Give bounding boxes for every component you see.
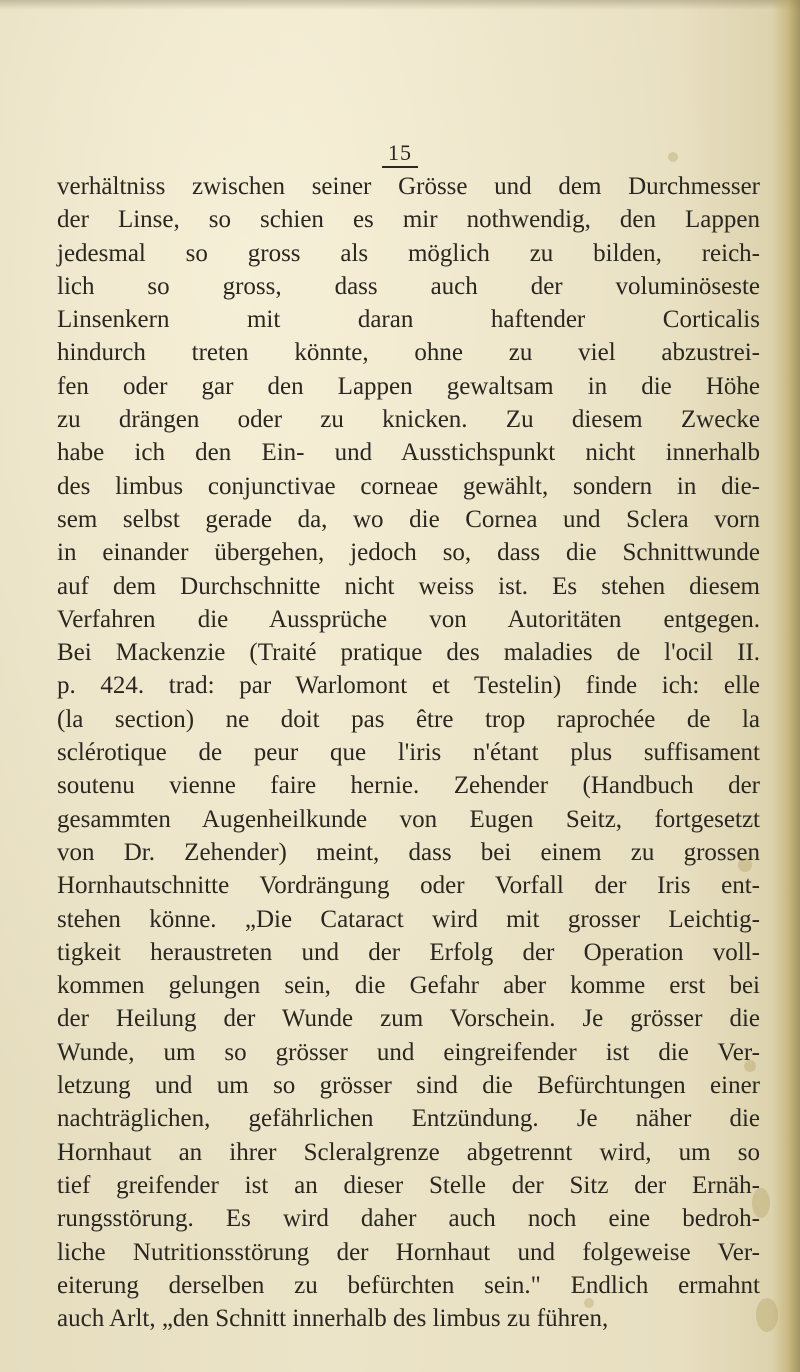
text-line: tigkeit heraustreten und der Erfolg der Operation voll- [57, 938, 760, 966]
text-line: verhältniss zwischen seiner Grösse und dem Durchmesser [57, 173, 760, 200]
text-line: letzung und um so grösser sind die Befürchtungen einer [57, 1072, 760, 1100]
text-line: kommen gelungen sein, die Gefahr aber komme erst bei [57, 972, 760, 1000]
text-line: Hornhautschnitte Vordrängung oder Vorfall der Iris ent- [57, 872, 760, 900]
text-line: soutenu vienne faire hernie. Zehender (Handbuch der [57, 772, 760, 800]
text-line: lich so gross, dass auch der voluminöseste [57, 272, 760, 300]
text-line: von Dr. Zehender) meint, dass bei einem zu grossen [57, 838, 760, 866]
page-top-shadow [0, 0, 800, 10]
page-binding-edge [772, 0, 800, 1372]
text-line: der Linse, so schien es mir nothwendig, den Lappen [57, 206, 760, 234]
text-line: Verfahren die Aussprüche von Autoritäten entgegen. [57, 605, 760, 633]
text-line: Wunde, um so grösser und eingreifender ist die Ver- [57, 1038, 760, 1066]
text-line: zu drängen oder zu knicken. Zu diesem Zwecke [57, 406, 760, 434]
text-line: sclérotique de peur que l'iris n'étant plus suffisament [57, 739, 760, 767]
text-line: auf dem Durchschnitte nicht weiss ist. Es stehen diesem [57, 572, 760, 600]
text-line: in einander übergehen, jedoch so, dass die Schnittwunde [57, 539, 760, 567]
text-line: Bei Mackenzie (Traité pratique des maladies de l'ocil II. [57, 639, 760, 667]
text-line: nachträglichen, gefährlichen Entzündung. Je näher die [57, 1105, 760, 1133]
text-line: p. 424. trad: par Warlomont et Testelin) finde ich: elle [57, 672, 760, 700]
text-line: sem selbst gerade da, wo die Cornea und Sclera vorn [57, 505, 760, 533]
text-line: liche Nutritionsstörung der Hornhaut und folgeweise Ver- [57, 1238, 760, 1266]
text-line: fen oder gar den Lappen gewaltsam in die Höhe [57, 372, 760, 400]
text-line: jedesmal so gross als möglich zu bilden, reich- [57, 239, 760, 267]
text-line: auch Arlt, „den Schnitt innerhalb des limbus zu führen, [57, 1305, 609, 1333]
text-line: Linsenkern mit daran haftender Corticalis [57, 306, 760, 334]
text-line: des limbus conjunctivae corneae gewählt, sondern in die- [57, 472, 760, 500]
text-line: stehen könne. „Die Cataract wird mit grosser Leichtig- [57, 905, 760, 933]
text-line: eiterung derselben zu befürchten sein." Endlich ermahnt [57, 1271, 760, 1299]
body-text [57, 170, 760, 1335]
text-line: rungsstörung. Es wird daher auch noch eine bedroh- [57, 1205, 760, 1233]
text-line: tief greifender ist an dieser Stelle der Sitz der Ernäh- [57, 1171, 760, 1199]
text-line: (la section) ne doit pas être trop raprochée de la [57, 705, 760, 733]
text-line: der Heilung der Wunde zum Vorschein. Je grösser die [57, 1005, 760, 1033]
page-number: 15 [0, 140, 800, 166]
text-line: Hornhaut an ihrer Scleralgrenze abgetrennt wird, um so [57, 1138, 760, 1166]
text-line: hindurch treten könnte, ohne zu viel abzustrei- [57, 339, 760, 367]
text-line: habe ich den Ein- und Ausstichspunkt nicht innerhalb [57, 439, 760, 467]
text-line: gesammten Augenheilkunde von Eugen Seitz, fortgesetzt [57, 805, 760, 833]
